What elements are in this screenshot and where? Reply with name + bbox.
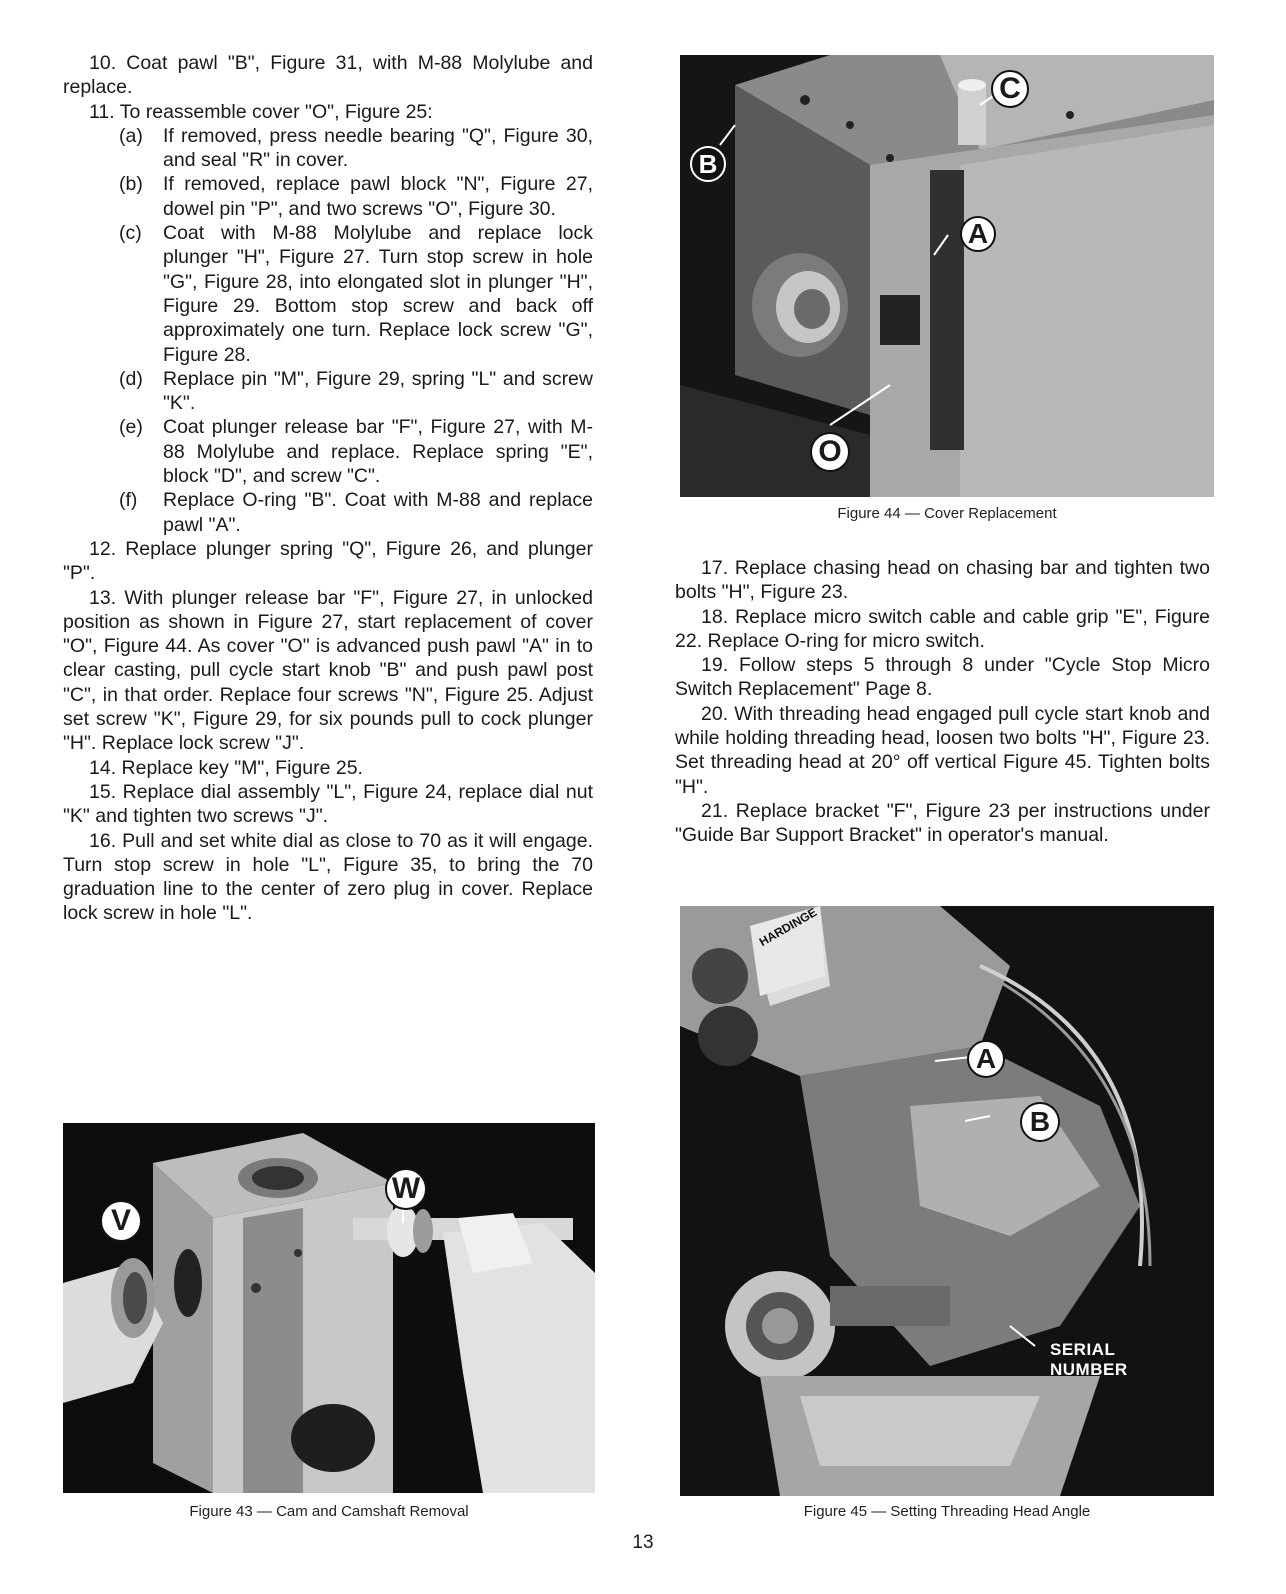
sub-item-text: If removed, press needle bearing "Q", Figure 30, and seal "R" in cover.	[163, 124, 593, 172]
right-column	[675, 556, 1210, 848]
figure-43-photo	[63, 1123, 595, 1493]
sub-item-f	[63, 488, 593, 537]
step-11: 11. To reassemble cover "O", Figure 25:	[89, 100, 433, 123]
sub-item-text: Replace pin "M", Figure 29, spring "L" and screw "K".	[163, 367, 593, 415]
step-17: 17. Replace chasing head on chasing bar and tighten two bolts "H", Figure 23.	[675, 557, 1210, 604]
step-12: 12. Replace plunger spring "Q", Figure 26, and plunger "P".	[63, 537, 593, 585]
sub-item-a	[63, 124, 593, 173]
sub-item-b	[63, 172, 593, 221]
figure-44-caption: Figure 44 — Cover Replacement	[837, 505, 1057, 522]
sub-item-label: (b)	[119, 173, 143, 196]
sub-item-label: (d)	[119, 367, 143, 390]
step-15: 15. Replace dial assembly "L", Figure 24, replace dial nut "K" and tighten two screws "J".	[63, 780, 593, 828]
callout-a: A	[967, 1040, 1005, 1078]
callout-b: B	[690, 146, 726, 182]
sub-item-label: (f)	[119, 489, 138, 512]
serial-label-line-2: NUMBER	[1050, 1360, 1128, 1379]
figure-45-caption: Figure 45 — Setting Threading Head Angle	[803, 1503, 1091, 1520]
figure-43-caption: Figure 43 — Cam and Camshaft Removal	[189, 1503, 469, 1520]
sub-item-c	[63, 221, 593, 367]
callout-w: W	[385, 1168, 427, 1210]
brand-plate: HARDINGE	[756, 904, 820, 950]
sub-item-label: (a)	[119, 124, 143, 147]
step-18: 18. Replace micro switch cable and cable grip "E", Figure 22. Replace O-ring for micro switch.	[675, 605, 1210, 652]
step-20: 20. With threading head engaged pull cycle start knob and while holding threading head, loosen two bolts "H", Figure 23. Set threading head at 20° off vertical Figure 45. Tighten bolts "H".	[675, 702, 1210, 798]
sub-item-text: Coat with M-88 Molylube and replace lock plunger "H", Figure 27. Turn stop screw in hole "G", Figure 28, into elongated slot in plunger "H", Figure 29. Bottom stop screw and back off approximately one turn. Replace lock screw "G", Figure 28.	[163, 222, 593, 366]
callout-a: A	[960, 216, 996, 252]
step-19: 19. Follow steps 5 through 8 under "Cycle Stop Micro Switch Replacement" Page 8.	[675, 654, 1210, 701]
sub-item-label: (c)	[119, 222, 142, 245]
sub-item-e	[63, 415, 593, 488]
callout-o: O	[810, 432, 850, 472]
step-21: 21. Replace bracket "F", Figure 23 per instructions under "Guide Bar Support Bracket" in operator's manual.	[675, 799, 1210, 847]
callout-v: V	[100, 1200, 142, 1242]
callout-b: B	[1020, 1102, 1060, 1142]
sub-item-d	[63, 367, 593, 416]
step-14: 14. Replace key "M", Figure 25.	[89, 756, 363, 779]
step-10: 10. Coat pawl "B", Figure 31, with M-88 Molylube and replace.	[63, 52, 593, 99]
serial-label-line-1: SERIAL	[1050, 1340, 1116, 1359]
serial-number-label	[1050, 1340, 1128, 1380]
sub-item-label: (e)	[119, 416, 143, 439]
figure-45-photo	[680, 906, 1214, 1496]
callout-c: C	[991, 70, 1029, 108]
sub-item-text: Replace O-ring "B". Coat with M-88 and replace pawl "A".	[163, 489, 593, 536]
step-13: 13. With plunger release bar "F", Figure 27, in unlocked position as shown in Figure 27, start replacement of cover "O", Figure 44. As cover "O" is advanced push pawl "A" in to clear casting, pull cycle start knob "B" and push pawl post "C", in that order. Replace four screws "N", Figure 25. Adjust set screw "K", Figure 29, for six pounds pull to cock plunger "H". Replace lock screw "J".	[63, 586, 593, 755]
step-16: 16. Pull and set white dial as close to 70 as it will engage. Turn stop screw in hole "L", Figure 35, to bring the 70 graduation line to the center of zero plug in cover. Replace lock screw in hole "L".	[63, 829, 593, 925]
figure-44-photo	[680, 55, 1214, 497]
sub-item-text: Coat plunger release bar "F", Figure 27, with M-88 Molylube and replace. Replace spring "E", block "D", and screw "C".	[163, 416, 593, 488]
sub-item-text: If removed, replace pawl block "N", Figure 27, dowel pin "P", and two screws "O", Figure 30.	[163, 173, 593, 220]
left-column	[63, 51, 593, 926]
page-number: 13	[632, 1532, 654, 1553]
